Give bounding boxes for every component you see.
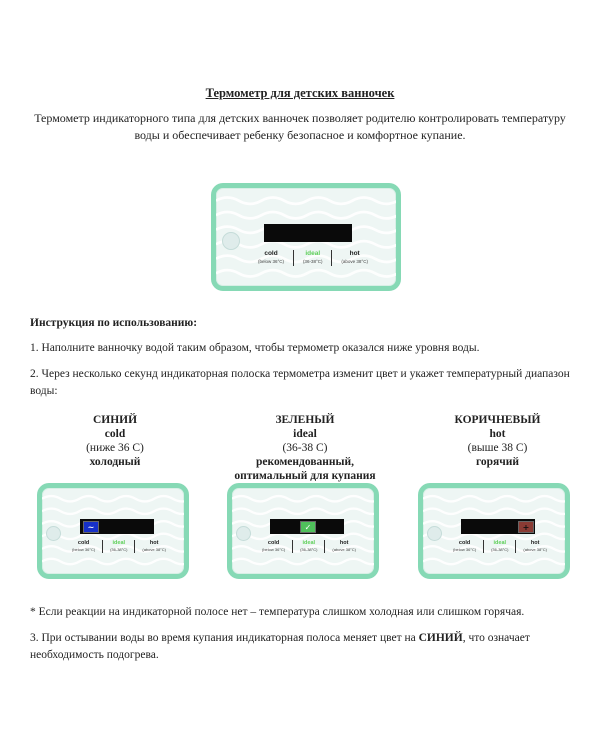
state-en: hot	[489, 428, 506, 440]
thermometer-main	[211, 183, 401, 291]
fish-icon	[236, 526, 251, 541]
hot-label: hot	[149, 540, 159, 546]
step-3-bold: СИНИЙ	[418, 632, 463, 644]
ideal-range: (36-38°C)	[302, 259, 323, 264]
ideal-range: (36-38°C)	[491, 546, 509, 552]
indicator-cold-mark: ~	[83, 521, 99, 533]
indicator-strip	[264, 224, 352, 242]
step-1: 1. Наполните ванночку водой таким образом, чтобы термометр оказался ниже уровня воды.	[30, 342, 480, 354]
temperature-scale	[453, 540, 547, 553]
ideal-label: ideal	[493, 540, 507, 546]
hot-range: (above 38°C)	[341, 259, 368, 264]
thermometer-ideal	[227, 483, 379, 579]
scale-divider	[134, 540, 135, 553]
scale-divider	[331, 250, 332, 266]
state-ru: холодный	[89, 456, 141, 468]
temperature-scale	[72, 540, 166, 553]
state-ideal	[210, 413, 400, 483]
hot-label: hot	[349, 250, 360, 257]
state-hot	[425, 413, 570, 469]
cold-range: (below 36°C)	[258, 259, 285, 264]
ideal-range: (36-38°C)	[110, 546, 128, 552]
cold-label: cold	[267, 540, 280, 546]
thermometer-cold	[37, 483, 189, 579]
cold-range: (below 36°C)	[72, 546, 96, 552]
scale-divider	[293, 250, 294, 266]
thermometer-hot	[418, 483, 570, 579]
scale-divider	[483, 540, 484, 553]
scale-divider	[515, 540, 516, 553]
state-en: cold	[104, 428, 126, 440]
state-range: (36-38 С)	[282, 442, 328, 454]
cold-range: (below 36°C)	[262, 546, 286, 552]
hot-range: (above 38°C)	[142, 546, 166, 552]
state-cold	[55, 413, 175, 469]
indicator-hot-mark: +	[518, 521, 534, 533]
cold-label: cold	[77, 540, 90, 546]
state-ru: рекомендованный,	[255, 456, 355, 468]
cold-label: cold	[458, 540, 471, 546]
fish-icon	[46, 526, 61, 541]
hot-label: hot	[530, 540, 540, 546]
hot-range: (above 38°C)	[523, 546, 547, 552]
state-color-name: КОРИЧНЕВЫЙ	[454, 414, 541, 426]
ideal-label: ideal	[305, 250, 321, 257]
step-3	[30, 630, 575, 664]
state-color-name: СИНИЙ	[92, 414, 138, 426]
cold-range: (below 36°C)	[453, 546, 477, 552]
instructions-heading: Инструкция по использованию:	[30, 317, 198, 329]
intro-text: Термометр индикаторного типа для детских ванночек позволяет родителю контролировать температуру воды и обеспечивает ребенку безопасное и комфортное купание.	[34, 111, 566, 142]
fish-icon	[222, 232, 240, 250]
state-range: (выше 38 С)	[467, 442, 528, 454]
state-en: ideal	[293, 428, 317, 440]
ideal-label: ideal	[112, 540, 126, 546]
step-2: 2. Через несколько секунд индикаторная полоска термометра изменит цвет и укажет температурный диапазон воды:	[30, 368, 570, 397]
temperature-scale	[262, 540, 356, 553]
scale-divider	[292, 540, 293, 553]
note: * Если реакции на индикаторной полосе нет – температура слишком холодная или слишком горячая.	[30, 606, 525, 618]
scale-divider	[102, 540, 103, 553]
indicator-ideal-mark: ✓	[300, 521, 316, 533]
state-ru: горячий	[475, 456, 520, 468]
step-3-text: 3. При остывании воды во время купания индикаторная полоса меняет цвет на	[30, 632, 419, 644]
state-range: (ниже 36 С)	[86, 442, 144, 454]
ideal-range: (36-38°C)	[300, 546, 318, 552]
hot-label: hot	[339, 540, 349, 546]
state-ru-2: оптимальный для купания	[234, 470, 376, 482]
fish-icon	[427, 526, 442, 541]
page-title: Термометр для детских ванночек	[205, 86, 395, 100]
state-color-name: ЗЕЛЕНЫЙ	[275, 414, 335, 426]
hot-range: (above 38°C)	[332, 546, 356, 552]
step-3-text-end: , что означает необходимость подогрева.	[30, 632, 530, 661]
cold-label: cold	[264, 250, 278, 257]
scale-divider	[324, 540, 325, 553]
ideal-label: ideal	[302, 540, 316, 546]
temperature-scale	[258, 250, 368, 266]
